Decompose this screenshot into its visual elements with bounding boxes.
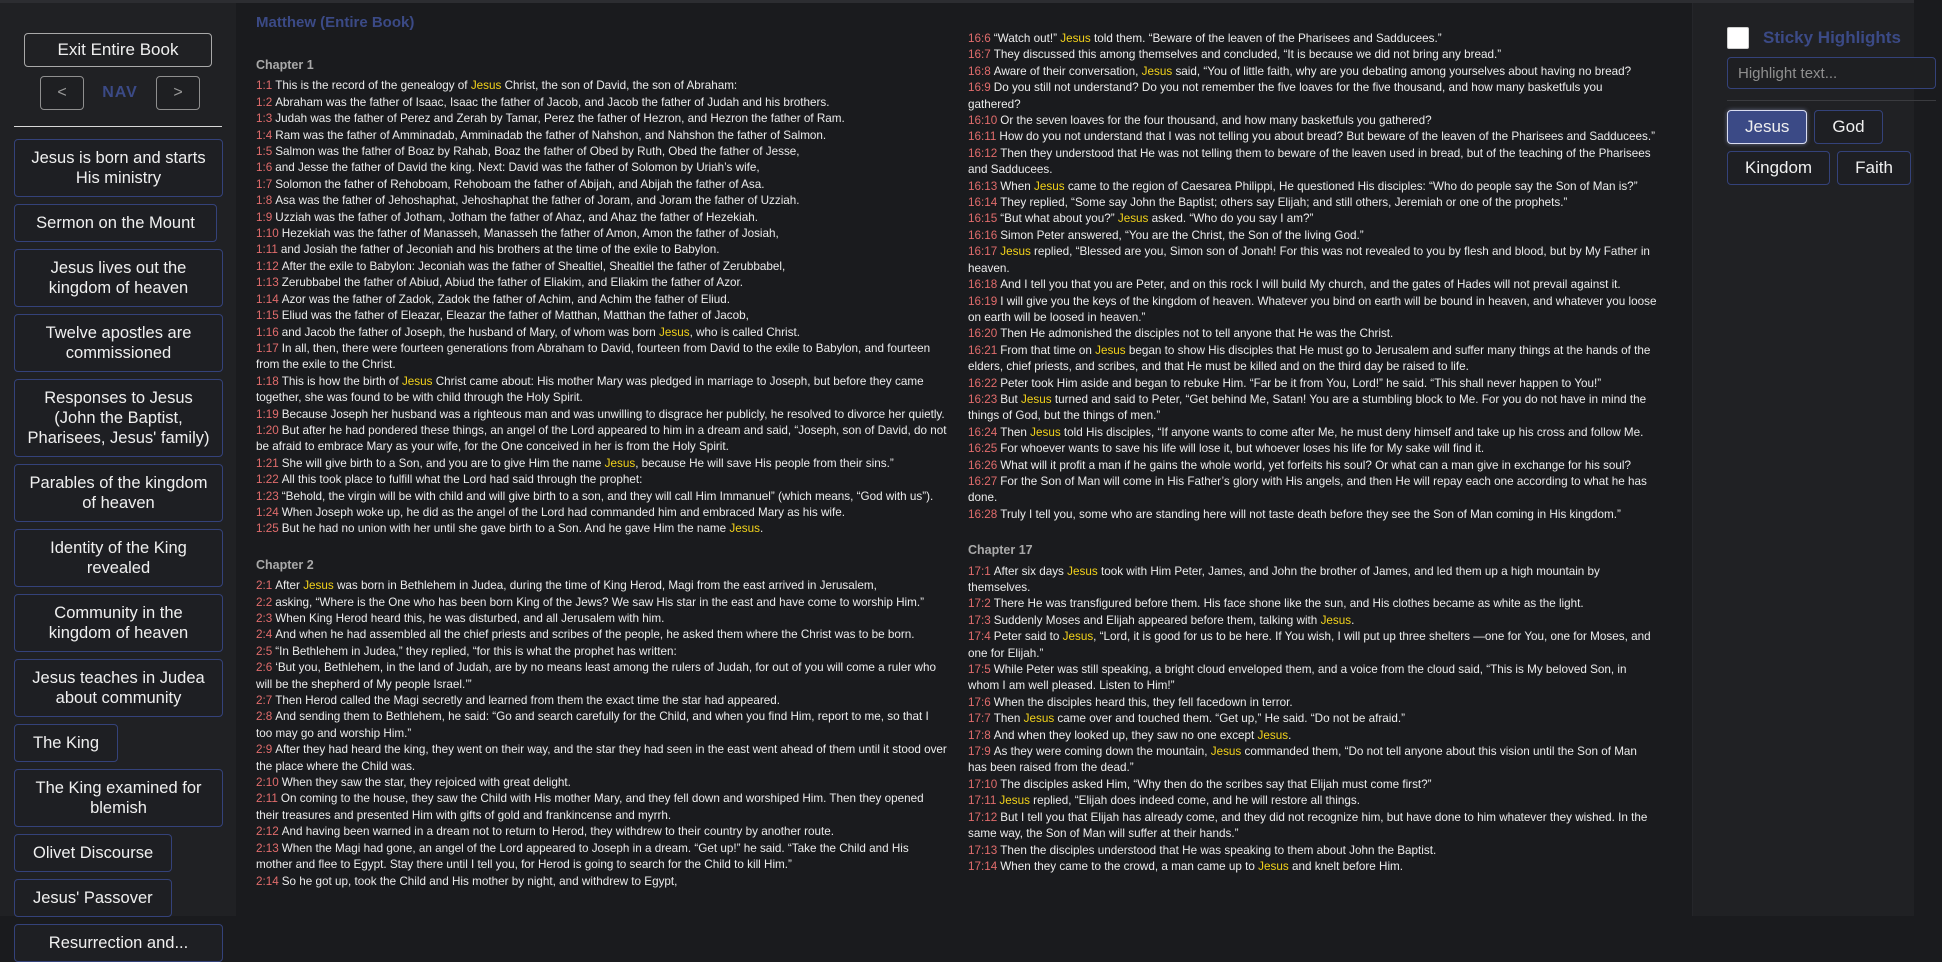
verse-text: When the disciples heard this, they fell facedown in terror.	[993, 695, 1293, 709]
verse-text: After they had heard the king, they went on their way, and the star they had seen in the east went ahead of them until it stood over the place where the Child was.	[256, 743, 947, 773]
chip-kingdom[interactable]: Kingdom	[1727, 151, 1830, 185]
verse	[968, 244, 1658, 277]
verse-ref[interactable]: 17:6	[968, 695, 991, 709]
verse-ref[interactable]: 1:2	[256, 95, 273, 109]
verse-ref[interactable]: 17:4	[968, 630, 991, 644]
highlighted-word: Jesus	[1000, 245, 1031, 259]
verse	[968, 343, 1658, 376]
verse	[968, 129, 1658, 145]
verse	[256, 505, 948, 521]
verse-ref[interactable]: 1:7	[256, 177, 273, 191]
verse-text: When King Herod heard this, he was disturbed, and all Jerusalem with him.	[275, 612, 665, 625]
reading-pane	[236, 3, 1692, 916]
verse-ref[interactable]: 1:3	[256, 112, 273, 126]
verse-ref[interactable]: 1:18	[256, 374, 279, 388]
verse-text: I will give you the keys of the kingdom of heaven. Whatever you bind on earth will be bound in heaven, and whatever you loose on earth will be loosed in heaven.”	[968, 294, 1657, 324]
verse	[256, 742, 948, 775]
verse-ref[interactable]: 1:1	[256, 79, 273, 93]
verse-ref[interactable]: 16:27	[968, 474, 998, 488]
verse-text: asking, “Where is the One who has been born King of the Jews? We saw His star in the east and have come to worship Him.”	[275, 595, 925, 609]
chapter-heading: Chapter 2	[256, 557, 314, 572]
verse-ref[interactable]: 1:16	[256, 325, 279, 339]
verse	[256, 111, 948, 127]
verse-text: “Behold, the virgin will be with child and will give birth to a son, and they will call Him Immanuel” (which means, “God with us”).	[281, 489, 934, 503]
verse-text: Uzziah was the father of Jotham, Jotham the father of Ahaz, and Ahaz the father of Hezekiah.	[275, 210, 758, 224]
verse-text: Jesus replied, “Blessed are you, Simon son of Jonah! For this was not revealed to you by flesh and blood, but by My Father in heaven.	[968, 245, 1650, 275]
section-resurrection[interactable]: Resurrection and...	[14, 924, 223, 962]
verse-ref[interactable]: 16:23	[968, 392, 998, 406]
nav-next-button[interactable]: >	[156, 76, 200, 110]
verse-ref[interactable]: 17:8	[968, 728, 991, 742]
highlighted-word: Jesus	[1210, 745, 1242, 759]
verse	[968, 425, 1658, 441]
verse	[968, 507, 1658, 523]
verse-ref[interactable]: 16:14	[968, 196, 998, 210]
verse-ref[interactable]: 2:11	[256, 792, 278, 806]
verse	[968, 228, 1658, 244]
verse	[256, 472, 948, 488]
verse	[968, 728, 1658, 744]
verse	[968, 195, 1658, 211]
section-judea-community[interactable]: Jesus teaches in Judea about community	[14, 659, 223, 717]
verse-text: When Jesus came to the region of Caesarea Philippi, He questioned His disciples: “Who do people say the Son of Man is?”	[1000, 179, 1638, 193]
verse-ref[interactable]: 16:7	[968, 48, 991, 62]
verse-text: She will give birth to a Son, and you are to give Him the name Jesus, because He will save His people from their sins.”	[281, 456, 894, 470]
verse-ref[interactable]: 1:20	[256, 423, 279, 437]
verse	[256, 874, 948, 890]
verse-text: And I tell you that you are Peter, and on this rock I will build My church, and the gates of Hades will not prevail against it.	[1000, 278, 1621, 292]
book-title: Matthew (Entire Book)	[256, 14, 415, 31]
verse-text: Asa was the father of Jehoshaphat, Jehoshaphat the father of Joram, and Joram the father of Uzziah.	[275, 194, 800, 208]
highlighted-word: Jesus	[470, 79, 502, 93]
sticky-highlights-checkbox[interactable]	[1727, 27, 1749, 49]
verse-text: The disciples asked Him, “Why then do the scribes say that Elijah must come first?”	[1000, 777, 1432, 791]
verse-text: Hezekiah was the father of Manasseh, Manasseh the father of Amon, Amon the father of Josiah,	[281, 227, 779, 241]
verse-ref[interactable]: 1:21	[256, 456, 279, 470]
verse-ref[interactable]: 2:8	[256, 710, 273, 724]
verse-ref[interactable]: 16:26	[968, 458, 998, 472]
verse-text: And when they looked up, they saw no one except Jesus.	[993, 728, 1292, 742]
verse-text: Eliud was the father of Eleazar, Eleazar the father of Matthan, Matthan the father of Jacob,	[281, 309, 749, 323]
verse	[256, 374, 948, 407]
highlighted-word: Jesus	[303, 579, 334, 593]
panel-divider	[1727, 100, 1936, 101]
verse-ref[interactable]: 17:2	[968, 597, 991, 611]
verse	[968, 64, 1658, 80]
verse	[256, 128, 948, 144]
verse-text: “In Bethlehem in Judea,” they replied, “for this is what the prophet has written:	[275, 644, 677, 658]
verse-text: There He was transfigured before them. His face shone like the sun, and His clothes became as white as the light.	[993, 597, 1584, 611]
verse-ref[interactable]: 16:19	[968, 294, 998, 308]
verse	[968, 859, 1658, 875]
verse	[256, 824, 948, 840]
section-born-ministry[interactable]: Jesus is born and starts His ministry	[14, 139, 223, 197]
verse	[256, 177, 948, 193]
exit-entire-book-button[interactable]: Exit Entire Book	[24, 33, 212, 67]
verse-text: and Jesse the father of David the king. Next: David was the father of Solomon by Uriah’s wife,	[275, 161, 760, 175]
highlighted-word: Jesus	[999, 794, 1030, 808]
highlighted-word: Jesus	[1062, 630, 1094, 644]
verse-ref[interactable]: 16:24	[968, 425, 998, 439]
section-lives-kingdom[interactable]: Jesus lives out the kingdom of heaven	[14, 249, 223, 307]
nav-controls	[40, 76, 200, 110]
verse-text: But Jesus turned and said to Peter, “Get behind Me, Satan! You are a stumbling block to Me. For you do not have in mind the things of God, but the things of men.”	[968, 392, 1647, 423]
verse-text: For the Son of Man will come in His Father’s glory with His angels, and then He will repay each one according to what he has done.	[968, 474, 1647, 505]
verse	[968, 613, 1658, 629]
verse	[968, 47, 1658, 63]
verse	[968, 744, 1658, 777]
sticky-highlights-label: Sticky Highlights	[1763, 28, 1901, 47]
section-list	[14, 139, 222, 962]
verse	[968, 146, 1658, 179]
verse-text: When they came to the crowd, a man came up to Jesus and knelt before Him.	[1000, 859, 1404, 873]
verse	[968, 113, 1658, 129]
verse-text: When they saw the star, they rejoiced with great delight.	[281, 776, 571, 790]
section-community[interactable]: Community in the kingdom of heaven	[14, 594, 223, 652]
verse-ref[interactable]: 1:11	[256, 243, 278, 257]
verse	[968, 629, 1658, 662]
left-text-column	[256, 57, 948, 890]
verse-text: Or the seven loaves for the four thousand, and how many basketfuls you gathered?	[1000, 114, 1432, 128]
verse	[256, 95, 948, 111]
verse-text: After the exile to Babylon: Jeconiah was the father of Shealtiel, Shealtiel the father of Zerubbabel,	[281, 259, 786, 273]
verse-text: From that time on Jesus began to show His disciples that He must go to Jerusalem and suffer many things at the hands of the elders, chief priests, and scribes, and that He must be killed and on the third day be raised to life.	[968, 343, 1651, 374]
verse	[968, 711, 1658, 727]
verse-text: This is how the birth of Jesus Christ came about: His mother Mary was pledged in marriage to Joseph, but before they came together, she was found to be with child through the Holy Spirit.	[256, 374, 924, 405]
verse-ref[interactable]: 16:16	[968, 228, 998, 242]
section-passover[interactable]: Jesus' Passover	[14, 879, 172, 917]
verse	[256, 611, 948, 627]
verse-ref[interactable]: 2:2	[256, 595, 273, 609]
verse	[256, 78, 948, 94]
verse-ref[interactable]: 16:6	[968, 32, 991, 45]
verse-text: For whoever wants to save his life will lose it, but whoever loses his life for My sake will find it.	[1000, 442, 1485, 456]
section-sermon-mount[interactable]: Sermon on the Mount	[14, 204, 217, 242]
verse-text: “But what about you?” Jesus asked. “Who do you say I am?”	[1000, 212, 1314, 226]
verse-ref[interactable]: 16:9	[968, 81, 991, 95]
verse	[256, 775, 948, 791]
verse-text: While Peter was still speaking, a bright cloud enveloped them, and a voice from the cloud said, “This is My beloved Son, in whom I am well pleased. Listen to Him!”	[968, 663, 1627, 693]
verse-text: and Josiah the father of Jeconiah and his brothers at the time of the exile to Babylon.	[280, 243, 720, 257]
verse	[968, 277, 1658, 293]
verse-text: Simon Peter answered, “You are the Christ, the Son of the living God.”	[1000, 228, 1364, 242]
verse-text: Then Jesus came over and touched them. “Get up,” He said. “Do not be afraid.”	[993, 712, 1405, 726]
verse-text: This is the record of the genealogy of Jesus Christ, the son of David, the son of Abraham:	[275, 79, 738, 93]
verse-text: ‘But you, Bethlehem, in the land of Judah, are by no means least among the rulers of Judah, for out of you will come a ruler who will be the shepherd of My people Israel.’”	[256, 661, 936, 691]
verse	[256, 644, 948, 660]
verse-ref[interactable]: 1:5	[256, 145, 273, 159]
nav-prev-button[interactable]: <	[40, 76, 84, 110]
verse	[968, 810, 1658, 843]
verse-ref[interactable]: 17:14	[968, 859, 998, 873]
verse-text: So he got up, took the Child and His mother by night, and withdrew to Egypt,	[281, 874, 678, 888]
verse-ref[interactable]: 1:15	[256, 309, 279, 323]
verse-ref[interactable]: 1:13	[256, 276, 279, 290]
verse-ref[interactable]: 2:14	[256, 874, 279, 888]
verse-ref[interactable]: 17:3	[968, 613, 991, 627]
verse-ref[interactable]: 17:12	[968, 810, 998, 824]
verse-text: Then they understood that He was not telling them to beware of the leaven used in bread, but of the teaching of the Pharisees and Sadducees.	[968, 146, 1651, 177]
verse-text: Suddenly Moses and Elijah appeared before them, talking with Jesus.	[993, 613, 1355, 627]
verse-text: In all, then, there were fourteen generations from Abraham to David, fourteen from David to the exile to Babylon, and fourteen from the exile to the Christ.	[256, 341, 931, 372]
section-olivet[interactable]: Olivet Discourse	[14, 834, 172, 872]
verse-ref[interactable]: 1:24	[256, 505, 279, 519]
verse-text: Then Jesus told His disciples, “If anyone wants to come after Me, he must deny himself and take up his cross and follow Me.	[1000, 425, 1644, 439]
verse	[256, 660, 948, 693]
verse-text: They discussed this among themselves and concluded, “It is because we did not bring any bread.”	[993, 48, 1502, 62]
highlighted-word: Jesus	[1060, 32, 1091, 45]
verse	[256, 226, 948, 242]
highlighted-word: Jesus	[1257, 728, 1289, 742]
verse	[256, 292, 948, 308]
verse-ref[interactable]: 1:23	[256, 489, 279, 503]
highlighted-word: Jesus	[1117, 212, 1149, 226]
verse-ref[interactable]: 1:4	[256, 128, 273, 142]
verse-text: On coming to the house, they saw the Child with His mother Mary, and they fell down and worshiped Him. Then they opened their treasures and presented Him with gifts of gold and frankincense and myrrh.	[256, 792, 924, 822]
verse-ref[interactable]: 16:8	[968, 64, 991, 78]
verse-ref[interactable]: 2:7	[256, 694, 273, 708]
verse-ref[interactable]: 16:22	[968, 376, 998, 390]
verse-ref[interactable]: 1:8	[256, 194, 273, 208]
verse	[256, 308, 948, 324]
verse-ref[interactable]: 17:5	[968, 663, 991, 677]
highlighted-word: Jesus	[1320, 613, 1352, 627]
verse	[256, 210, 948, 226]
section-responses[interactable]: Responses to Jesus (John the Baptist, Pharisees, Jesus' family)	[14, 379, 223, 457]
section-the-king[interactable]: The King	[14, 724, 118, 762]
verse	[256, 275, 948, 291]
verse	[256, 595, 948, 611]
verse-ref[interactable]: 16:17	[968, 245, 998, 259]
verse-ref[interactable]: 16:11	[968, 130, 997, 144]
verse-ref[interactable]: 1:19	[256, 407, 279, 421]
verse	[256, 325, 948, 341]
right-panel	[1692, 3, 1914, 916]
chapter-gap	[256, 538, 948, 557]
verse	[968, 31, 1658, 47]
verse	[968, 793, 1658, 809]
highlighted-word: Jesus	[659, 325, 690, 339]
verse-text: Judah was the father of Perez and Zerah by Tamar, Perez the father of Hezron, and Hezron the father of Ram.	[275, 112, 845, 126]
verse-text: But he had no union with her until she gave birth to a Son. And he gave Him the name Jesus.	[281, 522, 764, 536]
chip-faith[interactable]: Faith	[1837, 151, 1911, 185]
verse-ref[interactable]: 16:28	[968, 507, 998, 521]
verse-text: Zerubbabel the father of Abiud, Abiud the father of Eliakim, and Eliakim the father of Azor.	[281, 276, 744, 290]
verse	[256, 160, 948, 176]
verse-ref[interactable]: 1:12	[256, 259, 279, 273]
verse-text: Azor was the father of Zadok, Zadok the father of Achim, and Achim the father of Eliud.	[281, 292, 731, 306]
verse	[256, 242, 948, 258]
verse-ref[interactable]: 2:6	[256, 661, 273, 675]
verse-text: Aware of their conversation, Jesus said, “You of little faith, why are you debating among yourselves about having no bread?	[993, 64, 1632, 78]
verse-text: And having been warned in a dream not to return to Herod, they withdrew to their country by another route.	[281, 825, 834, 839]
verse-ref[interactable]: 1:14	[256, 292, 279, 306]
verse-ref[interactable]: 17:9	[968, 745, 991, 759]
nav-label: NAV	[102, 84, 138, 101]
highlighted-word: Jesus	[1034, 179, 1065, 193]
verse	[968, 376, 1658, 392]
verse-text: “Watch out!” Jesus told them. “Beware of the leaven of the Pharisees and Sadducees.”	[993, 32, 1442, 45]
highlighted-word: Jesus	[604, 456, 636, 470]
chapter-heading: Chapter 1	[256, 58, 314, 72]
verse	[968, 441, 1658, 457]
verse	[968, 662, 1658, 695]
verse-ref[interactable]: 16:12	[968, 146, 998, 160]
right-text-column	[968, 31, 1658, 890]
verse-text: All this took place to fulfill what the Lord had said through the prophet:	[281, 473, 643, 487]
highlight-text-input[interactable]	[1727, 57, 1936, 89]
highlighted-word: Jesus	[1095, 343, 1126, 357]
verse-ref[interactable]: 2:5	[256, 644, 273, 658]
verse	[256, 627, 948, 643]
verse-text: And when he had assembled all the chief priests and scribes of the people, he asked them where the Christ was to be born.	[275, 628, 915, 642]
verse	[256, 259, 948, 275]
verse	[256, 521, 948, 537]
verse	[256, 144, 948, 160]
highlighted-word: Jesus	[1023, 712, 1055, 726]
highlighted-word: Jesus	[1141, 64, 1173, 78]
verse	[968, 458, 1658, 474]
highlighted-word: Jesus	[1021, 392, 1052, 406]
verse	[256, 341, 948, 374]
left-sidebar	[0, 3, 236, 952]
verse	[968, 843, 1658, 859]
highlighted-word: Jesus	[1030, 425, 1061, 439]
verse-text: Then He admonished the disciples not to tell anyone that He was the Christ.	[1000, 327, 1394, 341]
app-root	[0, 3, 1914, 952]
verse-text: Solomon the father of Rehoboam, Rehoboam the father of Abijah, and Abijah the father of Asa.	[275, 177, 765, 191]
chapter-heading: Chapter 17	[968, 543, 1033, 558]
verse-text: Then the disciples understood that He was speaking to them about John the Baptist.	[1000, 843, 1437, 857]
verse-ref[interactable]: 2:3	[256, 612, 273, 625]
verse	[256, 423, 948, 456]
chip-god[interactable]: God	[1814, 110, 1882, 144]
verse	[968, 294, 1658, 327]
section-twelve-apostles[interactable]: Twelve apostles are commissioned	[14, 314, 223, 372]
verse-text: Then Herod called the Magi secretly and learned from them the exact time the star had appeared.	[275, 694, 781, 708]
verse	[968, 777, 1658, 793]
verse-text: and Jacob the father of Joseph, the husband of Mary, of whom was born Jesus, who is called Christ.	[281, 325, 800, 339]
chapter-gap	[968, 523, 1658, 542]
verse-ref[interactable]: 16:13	[968, 179, 998, 193]
verse-ref[interactable]: 17:13	[968, 843, 998, 857]
verse	[256, 456, 948, 472]
verse	[968, 179, 1658, 195]
verse-ref[interactable]: 1:10	[256, 227, 279, 241]
verse-ref[interactable]: 1:17	[256, 341, 279, 355]
verse-text: As they were coming down the mountain, Jesus commanded them, “Do not tell anyone about this vision until the Son of Man has been raised from the dead.”	[968, 745, 1637, 775]
section-parables[interactable]: Parables of the kingdom of heaven	[14, 464, 223, 522]
verse-text: After Jesus was born in Bethlehem in Judea, during the time of King Herod, Magi from the east arrived in Jerusalem,	[275, 579, 877, 593]
verse-ref[interactable]: 1:25	[256, 522, 279, 536]
verse-text: Do you still not understand? Do you not remember the five loaves for the five thousand, and how many basketfuls you gathered?	[968, 81, 1603, 111]
verse	[256, 193, 948, 209]
verse-ref[interactable]: 16:18	[968, 278, 998, 292]
verse-text: Peter said to Jesus, “Lord, it is good for us to be here. If You wish, I will put up three shelters —one for You, one for Moses, and one for Elijah.”	[968, 630, 1651, 660]
verse-ref[interactable]: 1:6	[256, 161, 273, 175]
verse-ref[interactable]: 2:9	[256, 743, 273, 757]
highlighted-word: Jesus	[401, 374, 433, 388]
verse-ref[interactable]: 16:20	[968, 327, 998, 341]
verse-ref[interactable]: 17:10	[968, 777, 998, 791]
verse-ref[interactable]: 16:15	[968, 212, 998, 226]
verse	[968, 211, 1658, 227]
verse	[256, 791, 948, 824]
verse-ref[interactable]: 1:22	[256, 473, 279, 487]
verse-ref[interactable]: 17:11	[968, 794, 997, 808]
verse-text: Because Joseph her husband was a righteous man and was unwilling to disgrace her publicly, he resolved to divorce her quietly.	[281, 407, 945, 421]
verse-ref[interactable]: 16:25	[968, 442, 998, 456]
verse	[968, 80, 1658, 113]
verse-text: What will it profit a man if he gains the whole world, yet forfeits his soul? Or what can a man give in exchange for his soul?	[1000, 458, 1632, 472]
verse-text: But I tell you that Elijah has already come, and they did not recognize him, but have done to him whatever they wished. In the same way, the Son of Man will suffer at their hands.”	[968, 810, 1648, 841]
verse	[256, 407, 948, 423]
verse	[968, 392, 1658, 425]
section-identity-king[interactable]: Identity of the King revealed	[14, 529, 223, 587]
verse-text: After six days Jesus took with Him Peter, James, and John the brother of James, and led them up a high mountain by themselves.	[968, 564, 1600, 594]
verse	[256, 841, 948, 874]
sidebar-divider	[14, 126, 222, 127]
verse-ref[interactable]: 2:1	[256, 579, 273, 593]
verse	[256, 489, 948, 505]
verse-text: Peter took Him aside and began to rebuke Him. “Far be it from You, Lord!” he said. “This shall never happen to You!”	[1000, 376, 1602, 390]
verse-ref[interactable]: 2:10	[256, 776, 279, 790]
verse	[256, 693, 948, 709]
chip-jesus[interactable]: Jesus	[1727, 110, 1807, 144]
verse-text: Jesus replied, “Elijah does indeed come, and he will restore all things.	[999, 794, 1360, 808]
sticky-highlights-row	[1727, 27, 1914, 49]
verse-ref[interactable]: 2:12	[256, 825, 279, 839]
verse-text: When the Magi had gone, an angel of the Lord appeared to Joseph in a dream. “Get up!” he said. “Take the Child and His mother and flee to Egypt. Stay there until I tell you, for Herod is going to search for the Child to kill Him.”	[256, 841, 909, 872]
verse	[968, 564, 1658, 597]
verse	[968, 474, 1658, 507]
verse-text: Ram was the father of Amminadab, Amminadab the father of Nahshon, and Nahshon the father of Salmon.	[275, 128, 827, 142]
verse-ref[interactable]: 2:4	[256, 628, 273, 642]
verse-text: When Joseph woke up, he did as the angel of the Lord had commanded him and embraced Mary as his wife.	[281, 505, 846, 519]
verse-ref[interactable]: 17:1	[968, 564, 991, 578]
verse	[968, 596, 1658, 612]
text-columns	[256, 32, 1678, 890]
verse	[968, 695, 1658, 711]
section-king-examined[interactable]: The King examined for blemish	[14, 769, 223, 827]
verse-ref[interactable]: 2:13	[256, 841, 279, 855]
highlight-chips	[1727, 110, 1942, 185]
verse-ref[interactable]: 17:7	[968, 712, 991, 726]
verse-ref[interactable]: 1:9	[256, 210, 273, 224]
verse	[256, 709, 948, 742]
verse-text: How do you not understand that I was not telling you about bread? But beware of the leaven of the Pharisees and Sadducees.”	[999, 130, 1655, 144]
verse-text: Truly I tell you, some who are standing here will not taste death before they see the Son of Man coming in His kingdom.”	[1000, 507, 1621, 521]
highlighted-word: Jesus	[1258, 859, 1289, 873]
verse	[968, 326, 1658, 342]
verse-text: Salmon was the father of Boaz by Rahab, Boaz the father of Obed by Ruth, Obed the father of Jesse,	[275, 145, 800, 159]
verse-ref[interactable]: 16:21	[968, 343, 998, 357]
highlighted-word: Jesus	[1067, 564, 1098, 578]
verse-text: They replied, “Some say John the Baptist; others say Elijah; and still others, Jeremiah or one of the prophets.”	[1000, 196, 1568, 210]
verse-text: But after he had pondered these things, an angel of the Lord appeared to him in a dream and said, “Joseph, son of David, do not be afraid to embrace Mary as your wife, for the One conceived in her is from the Holy Spirit.	[256, 423, 947, 454]
verse-ref[interactable]: 16:10	[968, 114, 998, 128]
verse	[256, 578, 948, 594]
highlighted-word: Jesus	[729, 522, 760, 536]
verse-text: Abraham was the father of Isaac, Isaac the father of Jacob, and Jacob the father of Judah and his brothers.	[275, 95, 830, 109]
verse-text: And sending them to Bethlehem, he said: “Go and search carefully for the Child, and when you find Him, report to me, so that I too may go and worship Him.”	[256, 710, 929, 740]
